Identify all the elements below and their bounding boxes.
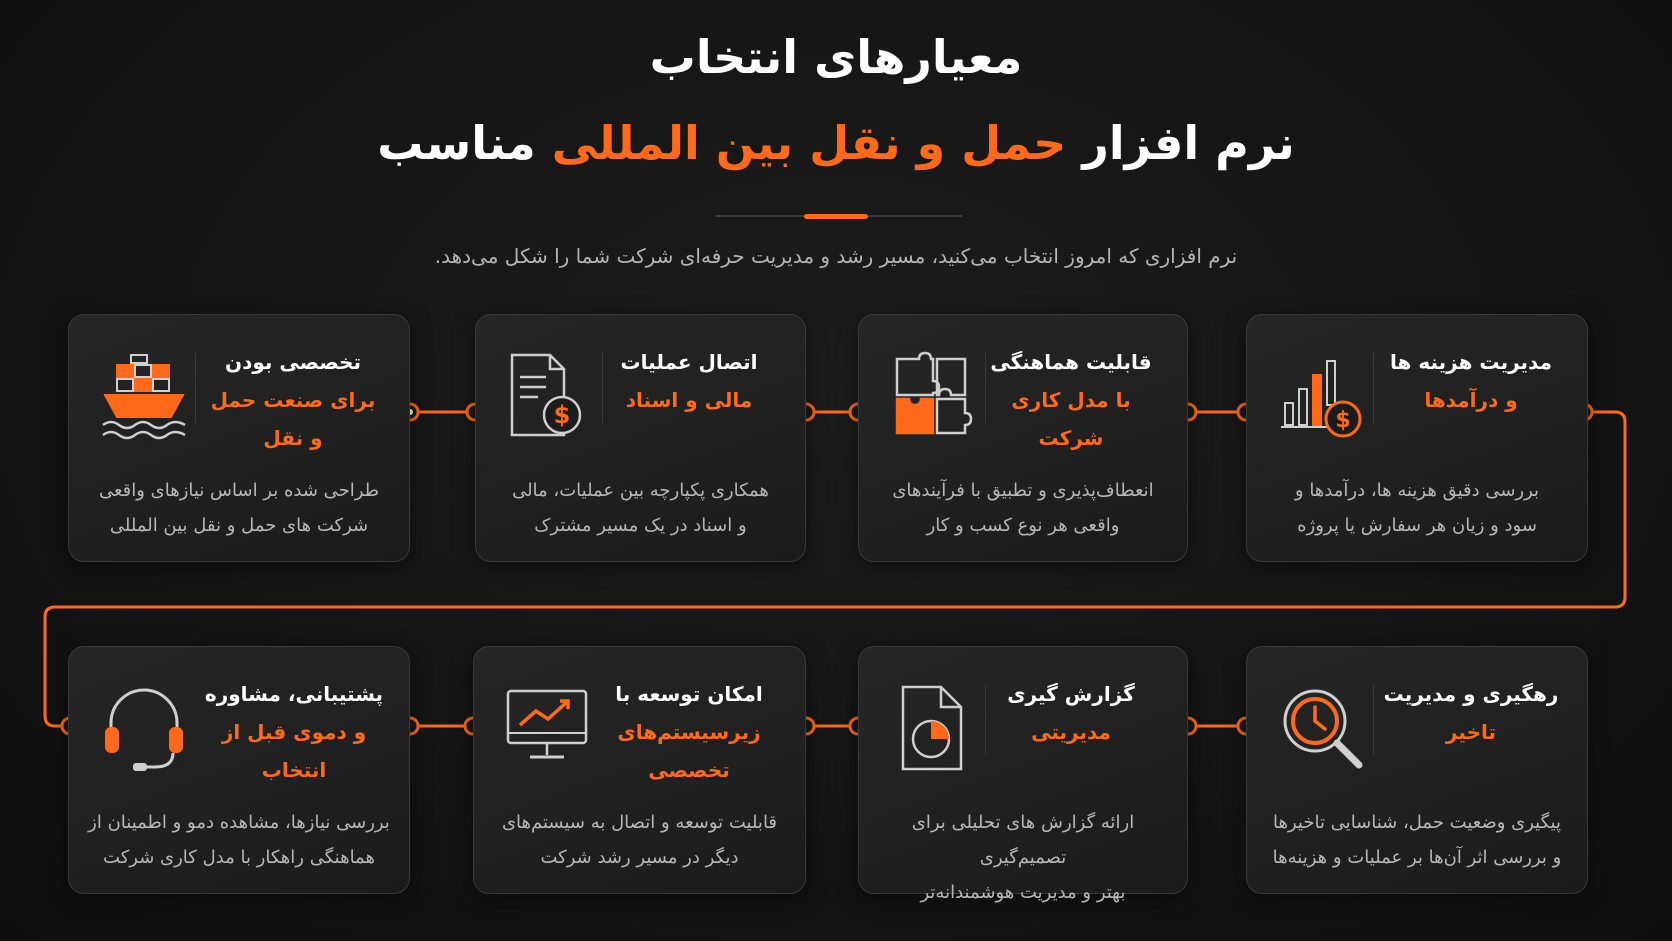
desc-line: قابلیت توسعه و اتصال به سیستم‌های [501,812,778,833]
card-description [875,473,1171,543]
title-divider-accent [804,214,868,219]
document-dollar-icon [506,351,596,441]
card-title: امکان توسعه با [615,682,763,706]
card-description [1263,473,1571,543]
card-title-accent: زیرسیستم‌های تخصصی [617,720,761,782]
card-title: پشتیبانی، مشاوره [204,682,384,706]
desc-line: واقعی هر نوع کسب و کار [926,515,1120,537]
card-title-accent: با مدل کاری شرکت [1011,388,1131,450]
card-description [1263,805,1571,875]
bar-chart-dollar-icon [1277,351,1367,441]
desc-line: ارائه گزارش های تحلیلی برای تصمیم‌گیری [911,812,1135,869]
desc-line: و اسناد در یک مسیر مشترک [534,515,747,537]
desc-line: هماهنگی راهکار با مدل کاری شرکت [103,847,375,869]
card-support [68,646,410,894]
desc-line: بهتر و مدیریت هوشمندانه‌تر [920,882,1126,904]
card-separator [985,685,986,755]
desc-line: سود و زیان هر سفارش یا پروژه [1297,515,1537,537]
svg-text:$: $ [1335,408,1351,433]
card-title: قابلیت هماهنگی [990,350,1152,374]
card-heading [203,343,383,457]
headset-icon [99,683,189,773]
magnifier-clock-icon [1277,683,1367,773]
card-title-accent: برای صنعت حمل و نقل [210,388,376,450]
card-heading [1381,675,1561,751]
card-heading [589,675,789,789]
card-tracking-delay [1246,646,1588,894]
card-description [875,805,1171,910]
desc-line: شرکت های حمل و نقل بین المللی [109,515,369,537]
card-separator [1373,685,1374,755]
heading-part-1: نرم افزار [1082,116,1295,170]
card-separator [195,353,196,423]
card-description [85,473,393,543]
intro-text: نرم افزاری که امروز انتخاب می‌کنید، مسیر رشد و مدیریت حرفه‌ای شرکت شما را شکل می‌دهد. [434,244,1238,268]
card-title: مدیریت هزینه ها [1390,350,1552,374]
page-subtitle-heading [0,116,1672,170]
card-heading [981,675,1161,751]
card-title: گزارش گیری [1007,682,1135,706]
card-extensibility [473,646,806,894]
card-description [492,473,789,543]
card-title-accent: و دموی قبل از انتخاب [221,720,367,782]
desc-line: همکاری پکپارچه بین عملیات، مالی [512,480,769,501]
desc-line: پیگیری وضعیت حمل، شناسایی تاخیرها [1273,812,1561,833]
card-heading [981,343,1161,457]
heading-part-2: مناسب [377,116,536,170]
cargo-ship-icon [99,351,189,441]
card-industry-specialization [68,314,410,562]
desc-line: و بررسی اثر آن‌ها بر عملیات و هزینه‌ها [1272,847,1562,869]
page-title: معیارهای انتخاب [649,30,1023,84]
card-separator [1373,353,1374,423]
card-separator [602,353,603,423]
monitor-trend-icon [504,683,594,773]
card-reporting [858,646,1188,904]
card-title: تخصصی بودن [225,350,361,374]
card-cost-management [1246,314,1588,562]
desc-line: انعطاف‌پذیری و تطبیق با فرآیندهای [892,480,1154,501]
card-description [490,805,789,875]
card-finance-connection [475,314,806,562]
card-heading [1381,343,1561,419]
desc-line: طراحی شده بر اساس نیازهای واقعی [98,480,380,501]
card-title: اتصال عملیات [620,350,758,374]
document-pie-icon [889,683,979,773]
card-title-accent: تاخیر [1445,720,1497,744]
card-heading [199,675,389,789]
puzzle-icon [889,351,979,441]
card-heading [599,343,779,419]
card-title-accent: مدیریتی [1031,720,1111,744]
card-description [85,805,393,875]
card-title-accent: مالی و اسناد [625,388,753,412]
card-compatibility [858,314,1188,562]
heading-highlight: حمل و نقل بین المللی [551,116,1067,170]
desc-line: دیگر در مسیر رشد شرکت [540,847,739,869]
card-separator [985,353,986,423]
card-title-accent: و درآمدها [1424,388,1518,412]
desc-line: بررسی نیازها، مشاهده دمو و اطمینان از [88,812,390,833]
svg-text:$: $ [553,401,571,429]
card-title: رهگیری و مدیریت [1383,682,1559,706]
desc-line: بررسی دقیق هزینه ها، درآمدها و [1294,480,1540,501]
